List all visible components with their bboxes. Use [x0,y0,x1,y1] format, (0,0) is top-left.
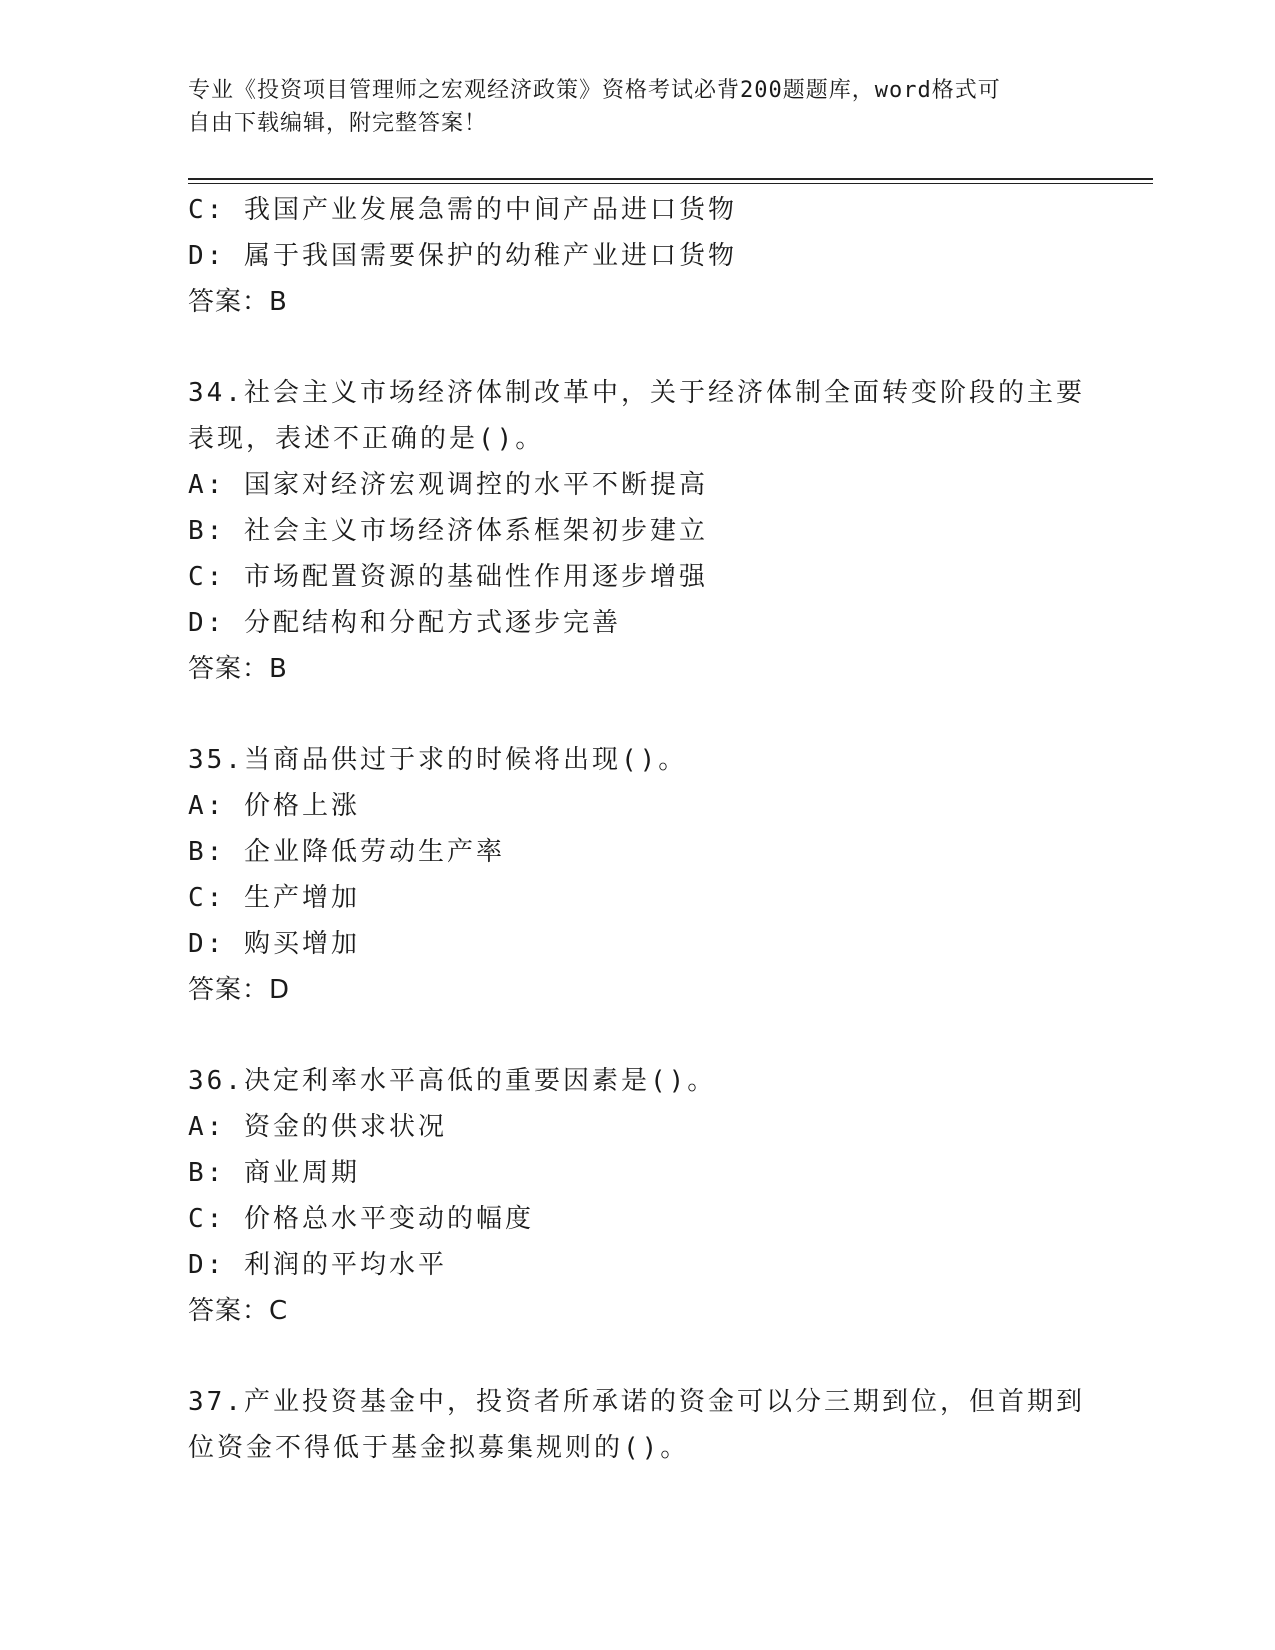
header-line-2: 自由下载编辑，附完整答案！ [188,111,488,136]
question-stem-line: 37.产业投资基金中，投资者所承诺的资金可以分三期到位，但首期到 [188,1387,1085,1417]
header-line-1: 专业《投资项目管理师之宏观经济政策》资格考试必背200题题库，word格式可 [188,78,1001,103]
option-d: D: 购买增加 [188,929,360,959]
option-d: D: 属于我国需要保护的幼稚产业进口货物 [188,241,737,271]
option-c: C: 价格总水平变动的幅度 [188,1204,534,1234]
question-stem-line: 表现，表述不正确的是()。 [188,424,545,454]
option-c: C: 生产增加 [188,883,360,913]
option-b: B: 企业降低劳动生产率 [188,837,505,867]
option-d: D: 分配结构和分配方式逐步完善 [188,608,621,638]
answer-line: 答案：D [188,975,291,1005]
option-a: A: 资金的供求状况 [188,1112,447,1142]
document-header [188,74,1068,140]
question-stem-line: 位资金不得低于基金拟募集规则的()。 [188,1433,690,1463]
question-block-37 [188,1379,1085,1471]
question-list [188,187,1085,1471]
option-d: D: 利润的平均水平 [188,1250,447,1280]
option-b: B: 商业周期 [188,1158,360,1188]
option-a: A: 价格上涨 [188,791,360,821]
question-block-34 [188,370,1085,692]
question-stem-line: 35.当商品供过于求的时候将出现()。 [188,745,688,775]
question-block-prev [188,187,1068,325]
option-c: C: 我国产业发展急需的中间产品进口货物 [188,195,737,225]
answer-line: 答案：B [188,287,288,317]
question-stem-line: 36.决定利率水平高低的重要因素是()。 [188,1066,717,1096]
answer-line: 答案：C [188,1296,289,1326]
option-a: A: 国家对经济宏观调控的水平不断提高 [188,470,708,500]
answer-line: 答案：B [188,654,288,684]
option-c: C: 市场配置资源的基础性作用逐步增强 [188,562,708,592]
question-block-36 [188,1058,1068,1334]
question-block-35 [188,737,1068,1013]
header-divider [188,178,1153,184]
option-b: B: 社会主义市场经济体系框架初步建立 [188,516,708,546]
question-stem-line: 34.社会主义市场经济体制改革中，关于经济体制全面转变阶段的主要 [188,378,1085,408]
